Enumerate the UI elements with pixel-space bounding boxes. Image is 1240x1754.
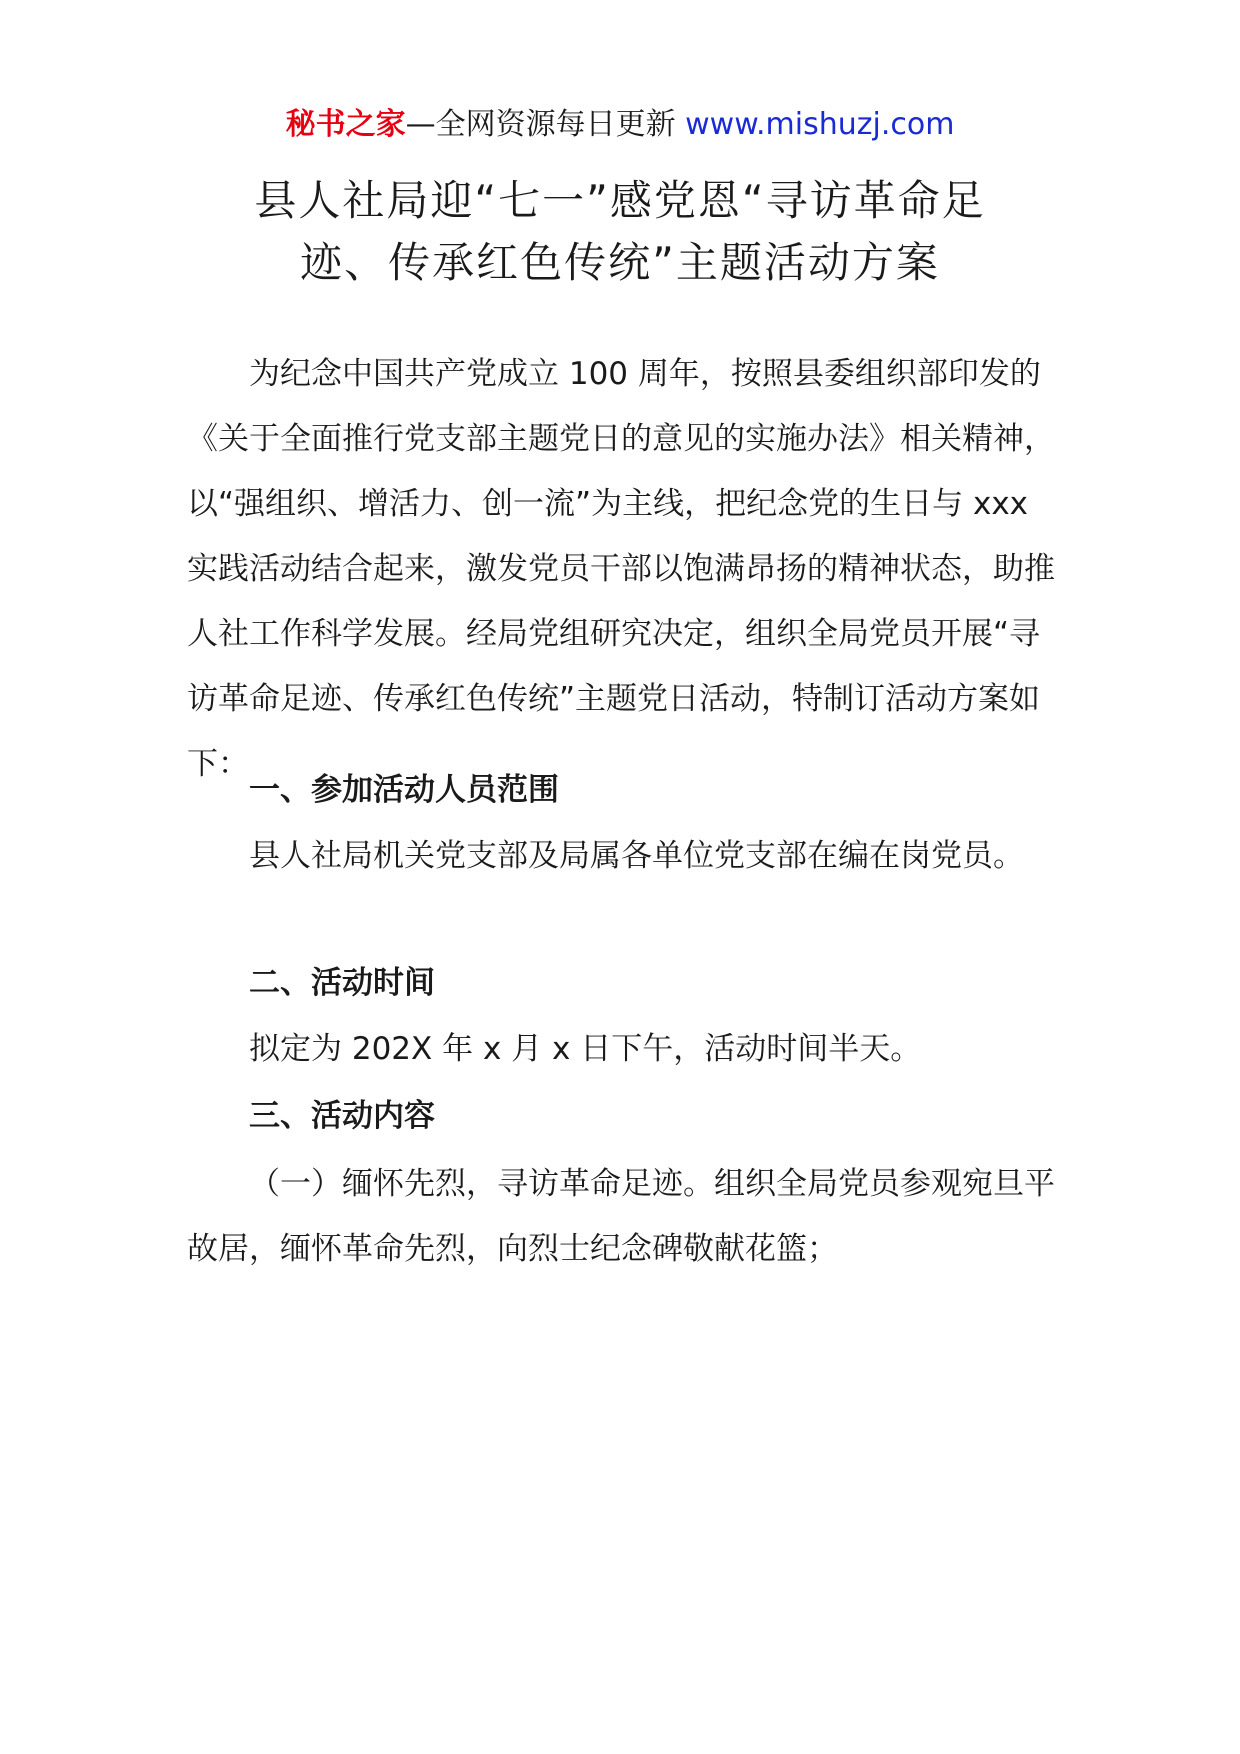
title-line-2: 迹、传承红色传统”主题活动方案 [300,238,940,287]
section-3-heading: 三、活动内容 [249,1098,435,1134]
section-1-heading: 一、参加活动人员范围 [249,772,559,808]
section-3-item-1: （一）缅怀先烈，寻访革命足迹。组织全局党员参观宛旦平故居，缅怀革命先烈，向烈士纪念碑敬献花篮； [187,1166,1055,1267]
document-title [140,170,1100,294]
section-1-text: 县人社局机关党支部及局属各单位党支部在编在岗党员。 [249,838,1024,874]
intro-paragraph: 为纪念中国共产党成立 100 周年，按照县委组织部印发的《关于全面推行党支部主题党日的意见的实施办法》相关精神，以“强组织、增活力、创一流”为主线，把纪念党的生日与 xxx 实践活动结合起来，激发党员干部以饱满昂扬的精神状态，助推人社工作科学发展。经局党组研究决定，组织全局党员开展“寻访革命足迹、传承红色传统”主题党日活动，特制订活动方案如下： [187,356,1055,782]
section-2-heading: 二、活动时间 [249,965,435,1001]
title-line-1: 县人社局迎“七一”感党恩“寻访革命足 [254,176,986,225]
brand-name: 秘书之家 [285,107,406,142]
site-url-link[interactable]: www.mishuzj.com [685,107,955,142]
site-header [0,100,1240,150]
header-slogan: —全网资源每日更新 [405,107,686,142]
section-2-text: 拟定为 202X 年 x 月 x 日下午，活动时间半天。 [249,1031,922,1067]
